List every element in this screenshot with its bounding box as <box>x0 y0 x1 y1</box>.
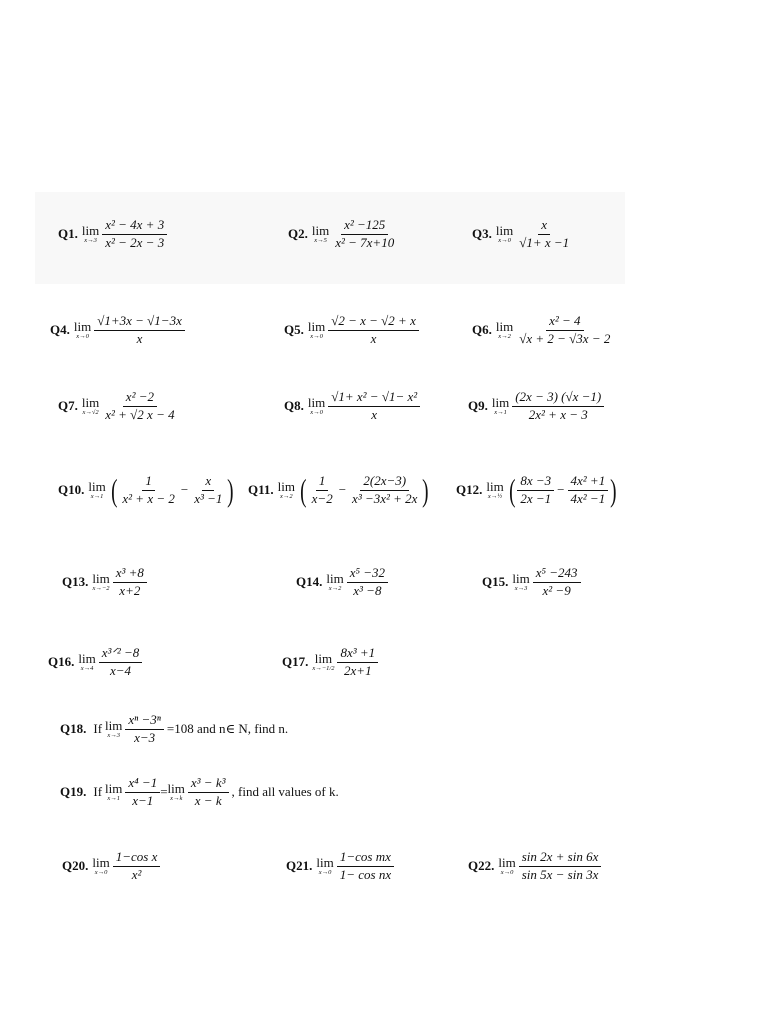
question-label: Q5. <box>284 322 304 338</box>
question-q8 <box>284 390 420 423</box>
minus-sign: − <box>557 482 565 498</box>
question-text: , find all values of k. <box>231 784 339 800</box>
question-label: Q12. <box>456 482 483 498</box>
question-q16 <box>48 646 142 679</box>
limit-operator: lim x→0 <box>92 855 110 877</box>
question-q12 <box>456 474 619 507</box>
limit-operator: lim x→0 <box>495 223 514 245</box>
minus-sign: − <box>180 482 189 498</box>
right-paren: ) <box>227 472 234 509</box>
question-label: Q22. <box>468 858 495 874</box>
question-q10 <box>58 474 236 507</box>
limit-operator: lim x→0 <box>307 395 326 417</box>
fraction: $\frac{\text{1−cos mx}}{\text{1− cos nx}}$ <box>337 850 394 883</box>
limit-operator: lim x→1 <box>491 395 510 417</box>
question-label: Q11. <box>248 482 274 498</box>
fraction: $\frac{\text{x⁴ −1}}{x-1}$ <box>125 776 160 809</box>
fraction: $\frac{\text{1−cos x}}{\text{x²}}$ <box>113 850 161 883</box>
question-label: Q9. <box>468 398 488 414</box>
limit-operator: lim x→3 <box>81 223 100 245</box>
fraction: $\frac{(2x - 3) (√x -1)}{\text{2x² + x − 3}}$ <box>512 390 604 423</box>
question-label: Q6. <box>472 322 492 338</box>
question-label: Q2. <box>288 226 308 242</box>
limit-operator: lim x→√2 <box>81 395 100 417</box>
limit-operator: lim x→0 <box>498 855 516 877</box>
fraction: $\frac{\sin 2x + \sin 6x}{\sin 5x - \sin 3x}$ <box>519 850 602 883</box>
limit-operator: lim x→3 <box>512 571 530 593</box>
question-q5 <box>284 314 419 347</box>
fraction: $\frac{1}{\text{x² + x − 2}}$ <box>122 473 175 506</box>
question-label: Q1. <box>58 226 78 242</box>
minus-sign: − <box>338 482 347 498</box>
fraction: $\frac{\text{√1+ x² − √1− x²}}{x}$ <box>328 390 420 423</box>
left-paren: ( <box>110 472 118 509</box>
fraction: $\frac{x}{\text{x³ −1}}$ <box>194 473 223 506</box>
fraction: $\frac{\text{x² −125}}{\text{x² − 7x+10}}$ <box>335 217 395 250</box>
question-label: Q8. <box>284 398 304 414</box>
limit-operator: lim x→1 <box>105 781 123 803</box>
question-q17 <box>282 646 378 679</box>
question-label: Q14. <box>296 574 323 590</box>
question-label: Q7. <box>58 398 78 414</box>
limit-operator: lim x→−2 <box>92 571 110 593</box>
question-q13 <box>62 566 147 599</box>
limit-operator: lim x→2 <box>326 571 344 593</box>
question-q18 <box>60 713 291 746</box>
question-q2 <box>288 218 397 251</box>
limit-operator: lim x→0 <box>316 855 334 877</box>
question-q3 <box>472 218 572 251</box>
limit-operator: lim x→½ <box>486 479 504 501</box>
limit-operator: lim x→2 <box>277 479 295 501</box>
question-text: If <box>93 784 103 800</box>
question-label: Q16. <box>48 654 75 670</box>
question-label: Q3. <box>472 226 492 242</box>
limit-operator: lim x→3 <box>105 718 123 740</box>
fraction: $\frac{\text{xⁿ −3ⁿ}}{x-3}$ <box>125 713 163 746</box>
limit-operator: lim x→0 <box>307 319 326 341</box>
question-q9 <box>468 390 604 423</box>
limit-operator: lim x→−1/2 <box>312 651 335 673</box>
fraction: $\frac{\text{x³ +8}}{x+2}$ <box>113 566 147 599</box>
left-paren: ( <box>300 472 307 509</box>
limit-operator: lim x→0 <box>73 319 92 341</box>
fraction: $\frac{\text{x² − 4x + 3}}{\text{x² − 2x − 3}}$ <box>102 218 167 251</box>
fraction: $\frac{\text{x³ᐟ² −8}}{x-4}$ <box>99 646 143 679</box>
right-paren: ) <box>610 472 617 509</box>
limit-operator: lim x→1 <box>88 479 106 501</box>
fraction: $\frac{\text{x⁵ −32}}{\text{x³ −8}}$ <box>347 566 388 599</box>
question-label: Q18. <box>60 721 87 737</box>
question-q11 <box>248 474 431 507</box>
fraction: $\frac{\text{x³ − k³}}{x - k}$ <box>188 776 229 809</box>
question-label: Q4. <box>50 322 70 338</box>
fraction: $\frac{\text{x⁵ −243}}{\text{x² −9}}$ <box>533 566 581 599</box>
question-q4 <box>50 314 185 347</box>
question-text: If <box>93 721 103 737</box>
fraction: $\frac{\text{4x² +1}}{\text{4x² −1}}$ <box>568 474 609 507</box>
fraction: $\frac{\text{x² −2}}{\text{x² + √2 x − 4}}$ <box>105 389 175 422</box>
fraction: $\frac{√1+3x - √1-3x}{x}$ <box>94 314 185 347</box>
question-q1 <box>58 218 167 251</box>
limit-operator: lim x→k <box>167 781 185 803</box>
fraction: $\frac{2(2x-3)}{\text{x³ −3x² + 2x}}$ <box>352 473 418 506</box>
question-q19 <box>60 776 342 809</box>
limit-operator: lim x→4 <box>78 651 96 673</box>
left-paren: ( <box>508 472 516 509</box>
fraction: $\frac{√2 - x - √2 + x}{x}$ <box>328 314 419 347</box>
equals-sign: = <box>160 784 168 800</box>
fraction: $\frac{x}{√1+ x -1}$ <box>519 217 570 250</box>
question-label: Q15. <box>482 574 509 590</box>
question-q14 <box>296 566 388 599</box>
question-q21 <box>286 850 394 883</box>
fraction: $\frac{\text{x² − 4}}{√x + 2 - √3x - 2}$ <box>519 313 611 346</box>
question-q22 <box>468 850 601 883</box>
question-label: Q10. <box>58 482 85 498</box>
question-q7 <box>58 390 178 423</box>
question-label: Q21. <box>286 858 313 874</box>
fraction: $\frac{8x -3}{2x -1}$ <box>517 474 554 507</box>
question-label: Q13. <box>62 574 89 590</box>
question-q15 <box>482 566 581 599</box>
question-q6 <box>472 314 613 347</box>
fraction: $\frac{\text{8x³ +1}}{2x+1}$ <box>337 646 378 679</box>
question-label: Q20. <box>62 858 89 874</box>
right-paren: ) <box>422 472 429 509</box>
question-text: =108 and n∈ N, find n. <box>166 721 289 737</box>
question-label: Q17. <box>282 654 309 670</box>
question-label: Q19. <box>60 784 87 800</box>
question-q20 <box>62 850 160 883</box>
limit-operator: lim x→5 <box>311 223 330 245</box>
fraction: $\frac{1}{x-2}$ <box>311 473 333 506</box>
limit-operator: lim x→2 <box>495 319 514 341</box>
